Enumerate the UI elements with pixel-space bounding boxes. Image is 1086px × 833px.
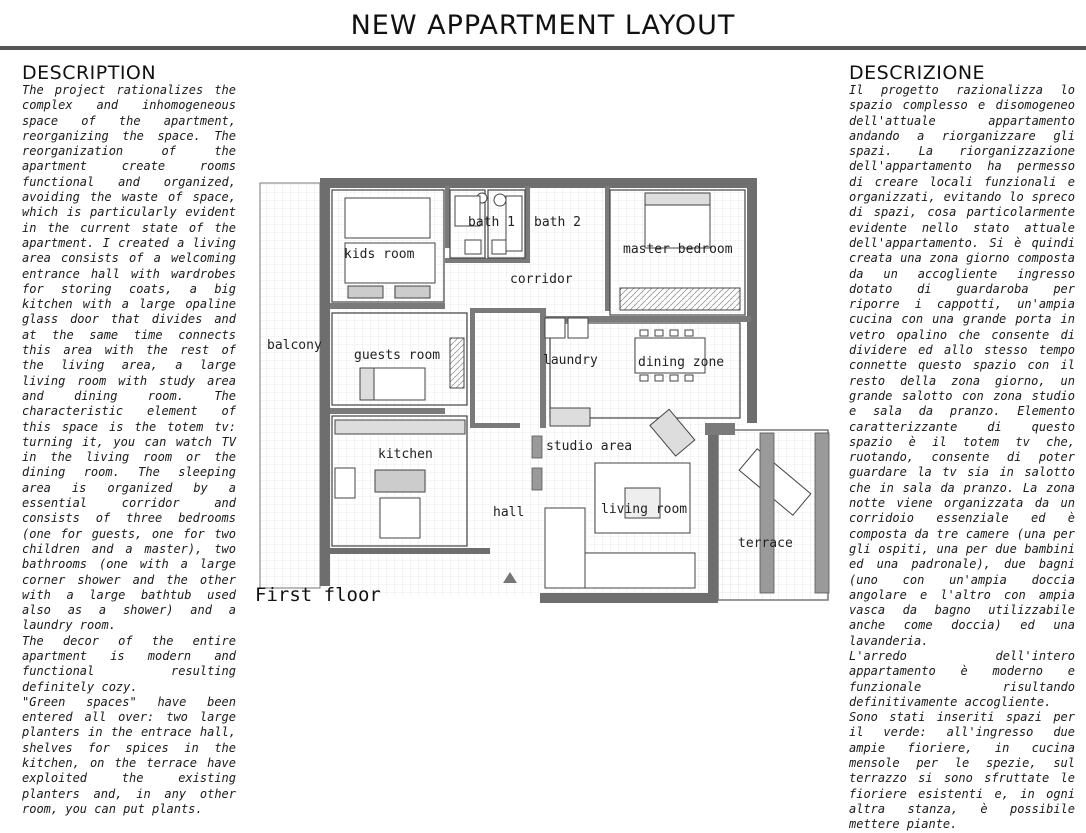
label-dining-zone: dining zone (638, 355, 725, 370)
floor-label: First floor (255, 584, 381, 606)
description-heading-en: DESCRIPTION (22, 62, 157, 84)
description-paragraph: "Green spaces" have been entered all over: two large planters in the entrace hall, shelves for spices in the kitchen, on the terrace have exploited the existing planters and, in any other room, you can put plants. (22, 694, 236, 816)
balcony-floor (260, 183, 320, 588)
label-laundry: laundry (543, 353, 598, 368)
label-studio-area: studio area (546, 439, 633, 454)
description-heading-it: DESCRIZIONE (849, 62, 986, 84)
label-bath-1: bath 1 (468, 215, 515, 230)
page-title: NEW APPARTMENT LAYOUT (350, 10, 736, 41)
label-bath-2: bath 2 (534, 215, 581, 230)
label-kitchen: kitchen (378, 447, 433, 462)
floor-plan (250, 168, 835, 613)
label-balcony: balcony (267, 338, 322, 353)
label-terrace: terrace (738, 536, 793, 551)
description-paragraph: The decor of the entire apartment is modern and functional resulting definitely cozy. (22, 633, 236, 694)
description-paragraph: Sono stati inseriti spazi per il verde: all'ingresso due ampie fioriere, in cucina mensole per le spezie, sul terrazzo si sono sfruttate le fioriere esistenti e, in ogni altra stanza, è possibile mettere piante. (849, 710, 1075, 832)
description-text-en (22, 83, 236, 817)
description-text-it (849, 83, 1075, 833)
description-paragraph: L'arredo dell'intero appartamento è moderno e funzionale risultando definitivamente accogliente. (849, 648, 1075, 709)
title-divider (0, 46, 1086, 50)
label-kids-room: kids room (344, 247, 415, 262)
label-living-room: living room (601, 502, 688, 517)
description-paragraph: The project rationalizes the complex and inhomogeneous space of the apartment, reorganizing the space. The reorganization of the apartment create rooms functional and organized, avoiding the waste of space, which is particularly evident in the current state of the apartment. I created a living area consists of a welcoming entrance hall with wardrobes for storing coats, a big kitchen with a large opaline glass door that divides and at the same time connects this area with the rest of the living area, a large living room with study area and dining room. The characteristic element of this space is the totem tv: turning it, you can watch TV in the living room or the dining room. The sleeping area is organized by a essential corridor and consists of three bedrooms (one for guests, one for two children and a master), two bathrooms (one with a large corner shower and the other with a large bathtub used also as a shower) and a laundry room. (22, 83, 236, 633)
label-guests-room: guests room (354, 348, 441, 363)
label-hall: hall (493, 505, 525, 520)
description-paragraph: Il progetto razionalizza lo spazio complesso e disomogeneo dell'attuale appartamento andando a riorganizzare gli spazi. La riorganizzazione dell'appartamento ha permesso di creare locali funzionali e organizzati, evitando lo spreco di spazi, cosa particolarmente evidente nello stato attuale dell'appartamento. Si è quindi creata una zona giorno composta da un accogliente ingresso dotato di guardaroba per riporre i cappotti, un'ampia cucina con una grande porta in vetro opalino che consente di dividere ed allo stesso tempo connette questo spazio con il resto della zona giorno, un grande salotto con zona studio e sala da pranzo. Elemento caratterizzante di questo spazio è il totem tv che, ruotando, consente di poter guardare la tv sia in salotto che in sala da pranzo. La zona notte viene organizzata da un corridoio essenziale ed è composta da tre camere (una per gli ospiti, una per due bambini ed una padronale), due bagni (uno con un'ampia doccia angolare e l'altro con ampia vasca da bagno utilizzabile anche come doccia) ed una lavanderia. (849, 83, 1075, 648)
label-corridor: corridor (510, 272, 573, 287)
label-master-bedroom: master bedroom (623, 242, 733, 257)
